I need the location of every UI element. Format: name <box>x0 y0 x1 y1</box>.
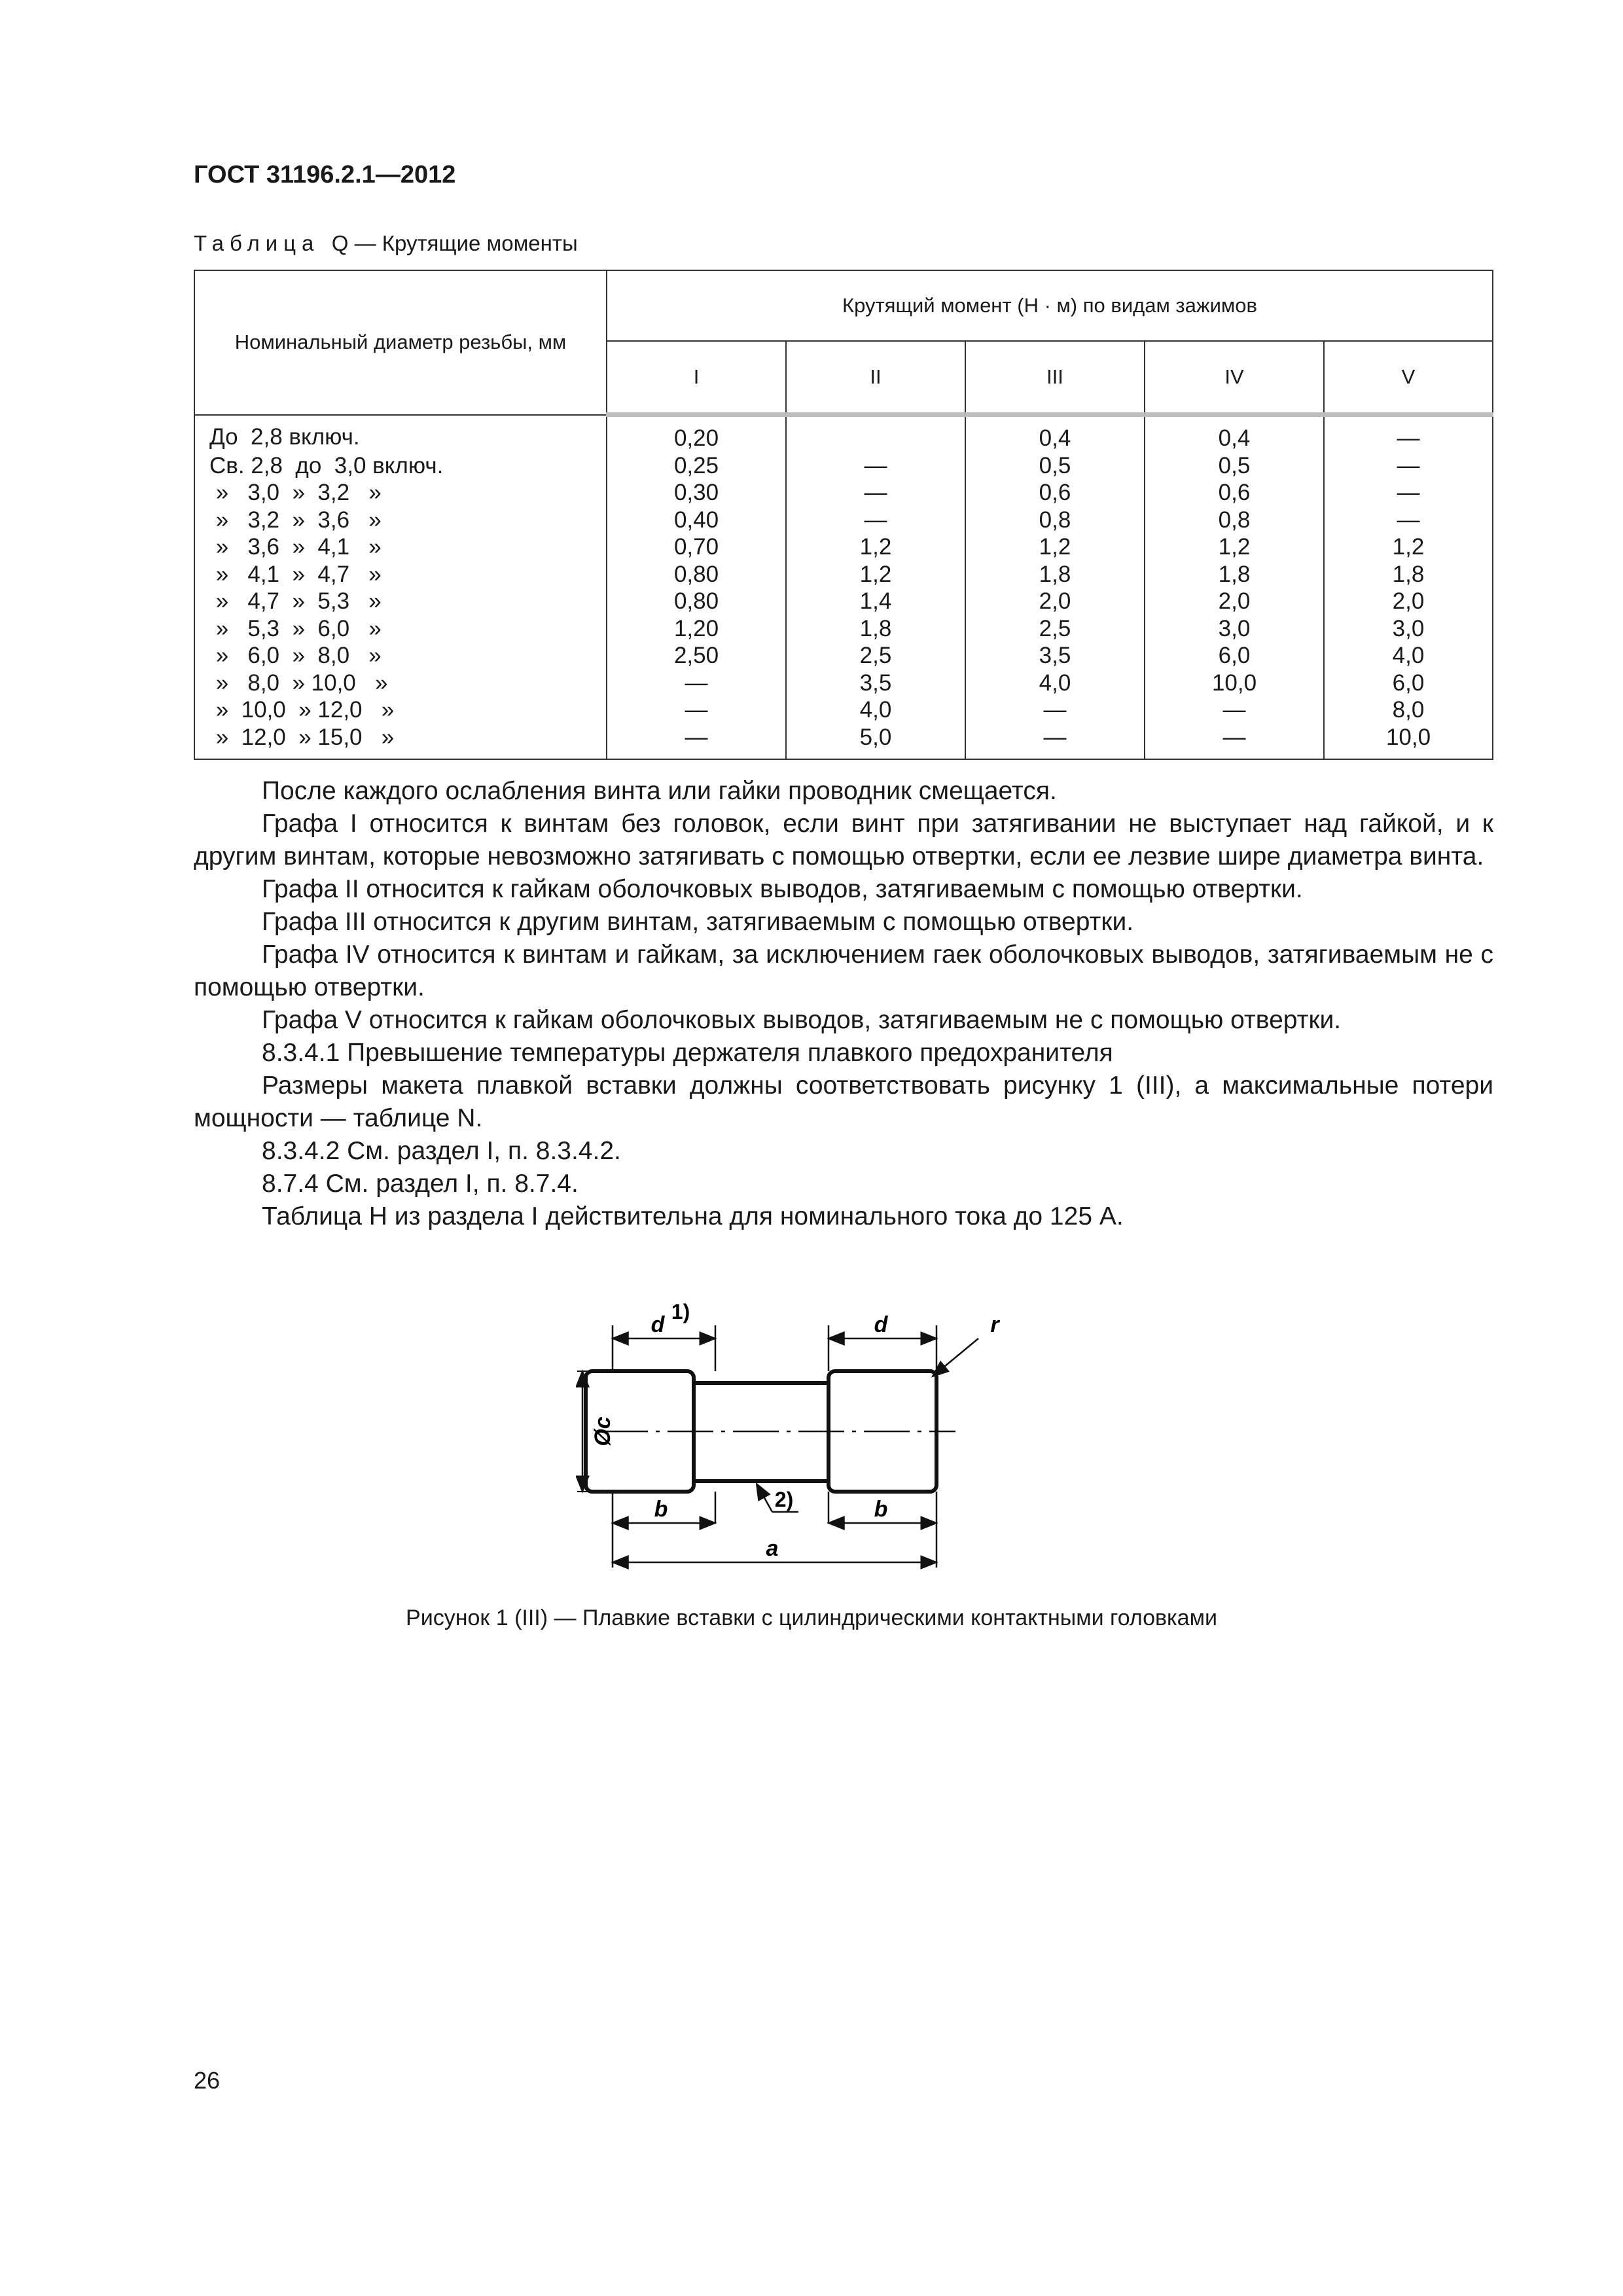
cell-torque-type-1: 0,80 <box>607 588 786 615</box>
table-row <box>194 670 1493 697</box>
cell-torque-type-3: 0,6 <box>965 479 1145 507</box>
cell-torque-type-4: — <box>1145 696 1324 724</box>
table-row <box>194 452 1493 480</box>
cell-torque-type-1: — <box>607 696 786 724</box>
cell-torque-type-5: — <box>1324 452 1493 480</box>
torque-table-body <box>194 415 1493 760</box>
cell-torque-type-3: 2,0 <box>965 588 1145 615</box>
section-heading: 8.3.4.1 Превышение температуры держателя плавкого предохранителя <box>262 1039 1113 1067</box>
cell-torque-type-2: 2,5 <box>786 642 965 670</box>
paragraph: Графа V относится к гайкам оболочковых выводов, затягиваемым не с помощью отвертки. <box>262 1006 1342 1034</box>
cell-torque-type-1: — <box>607 724 786 760</box>
cell-torque-type-1: 0,25 <box>607 452 786 480</box>
cell-diameter: » 8,0 » 10,0 » <box>194 670 607 697</box>
cell-torque-type-3: — <box>965 724 1145 760</box>
cell-torque-type-3: — <box>965 696 1145 724</box>
header-clamp-2: II <box>786 341 965 415</box>
dim-label-d-left: d <box>651 1312 665 1337</box>
dim-label-b-left: b <box>654 1497 668 1522</box>
cell-torque-type-1: — <box>607 670 786 697</box>
cell-torque-type-4: 0,4 <box>1145 415 1324 452</box>
dim-label-a: a <box>766 1536 779 1561</box>
cell-torque-type-2: 1,2 <box>786 533 965 561</box>
table-caption-word: Таблица <box>194 231 320 255</box>
header-torque: Крутящий момент (Н · м) по видам зажимов <box>607 270 1493 341</box>
table-caption <box>194 231 578 256</box>
cell-diameter: » 6,0 » 8,0 » <box>194 642 607 670</box>
cell-torque-type-5: — <box>1324 479 1493 507</box>
figure-caption: Рисунок 1 (III) — Плавкие вставки с цилиндрическими контактными головками <box>406 1605 1217 1630</box>
header-clamp-3: III <box>965 341 1145 415</box>
cell-torque-type-4: 0,6 <box>1145 479 1324 507</box>
cell-torque-type-2: 1,4 <box>786 588 965 615</box>
header-clamp-5: V <box>1324 341 1493 415</box>
cell-torque-type-3: 1,8 <box>965 561 1145 588</box>
cell-torque-type-2 <box>786 415 965 452</box>
body-text <box>194 775 1493 1233</box>
cell-torque-type-5: 6,0 <box>1324 670 1493 697</box>
cell-diameter: » 4,1 » 4,7 » <box>194 561 607 588</box>
table-row <box>194 724 1493 760</box>
cell-torque-type-1: 2,50 <box>607 642 786 670</box>
cell-diameter: Св. 2,8 до 3,0 включ. <box>194 452 607 480</box>
cell-torque-type-5: 1,2 <box>1324 533 1493 561</box>
cell-torque-type-4: 3,0 <box>1145 615 1324 643</box>
cell-torque-type-1: 0,20 <box>607 415 786 452</box>
paragraph: Графа IV относится к винтам и гайкам, за исключением гаек оболочковых выводов, затягиваемым не с помощью отвертки. <box>194 941 1493 1001</box>
cell-torque-type-2: 3,5 <box>786 670 965 697</box>
page-number: 26 <box>194 2067 221 2094</box>
footnote-2: 2) <box>774 1488 794 1511</box>
dim-label-b-right: b <box>874 1497 888 1522</box>
table-row <box>194 507 1493 534</box>
footnote-1: 1) <box>671 1300 690 1323</box>
cell-torque-type-1: 1,20 <box>607 615 786 643</box>
paragraph: Графа I относится к винтам без головок, если винт при затягивании не выступает над гайкой, и к другим винтам, которые невозможно затягивать с помощью отвертки, если ее лезвие шире диаметра винта. <box>194 810 1493 870</box>
table-row <box>194 479 1493 507</box>
cell-torque-type-1: 0,70 <box>607 533 786 561</box>
cell-torque-type-5: 3,0 <box>1324 615 1493 643</box>
cell-diameter: » 3,2 » 3,6 » <box>194 507 607 534</box>
paragraph: Таблица Н из раздела I действительна для номинального тока до 125 А. <box>262 1202 1124 1230</box>
dim-label-r: r <box>990 1312 999 1337</box>
cell-torque-type-4: — <box>1145 724 1324 760</box>
cell-torque-type-2: — <box>786 507 965 534</box>
cell-torque-type-1: 0,80 <box>607 561 786 588</box>
cell-torque-type-5: 1,8 <box>1324 561 1493 588</box>
paragraph: Графа II относится к гайкам оболочковых выводов, затягиваемым с помощью отвертки. <box>262 875 1303 903</box>
document-header: ГОСТ 31196.2.1—2012 <box>194 161 456 188</box>
dim-label-c: Øc <box>590 1416 615 1446</box>
paragraph: 8.7.4 См. раздел I, п. 8.7.4. <box>262 1170 579 1198</box>
header-clamp-1: I <box>607 341 786 415</box>
cell-diameter: » 12,0 » 15,0 » <box>194 724 607 760</box>
fuse-link-drawing <box>576 1280 1073 1594</box>
cell-torque-type-4: 10,0 <box>1145 670 1324 697</box>
cell-torque-type-5: 8,0 <box>1324 696 1493 724</box>
table-row <box>194 415 1493 452</box>
cell-torque-type-5: 4,0 <box>1324 642 1493 670</box>
table-row <box>194 561 1493 588</box>
cell-diameter: » 3,0 » 3,2 » <box>194 479 607 507</box>
cell-torque-type-4: 1,2 <box>1145 533 1324 561</box>
table-row <box>194 642 1493 670</box>
cell-diameter: » 10,0 » 12,0 » <box>194 696 607 724</box>
cell-torque-type-3: 3,5 <box>965 642 1145 670</box>
cell-diameter: » 3,6 » 4,1 » <box>194 533 607 561</box>
table-row <box>194 615 1493 643</box>
cell-torque-type-2: — <box>786 479 965 507</box>
cell-diameter: » 4,7 » 5,3 » <box>194 588 607 615</box>
cell-torque-type-5: — <box>1324 415 1493 452</box>
cell-torque-type-4: 6,0 <box>1145 642 1324 670</box>
cell-torque-type-2: 1,2 <box>786 561 965 588</box>
cell-torque-type-3: 4,0 <box>965 670 1145 697</box>
cell-torque-type-4: 2,0 <box>1145 588 1324 615</box>
table-caption-title: Q — Крутящие моменты <box>331 231 578 255</box>
header-clamp-4: IV <box>1145 341 1324 415</box>
paragraph: После каждого ослабления винта или гайки проводник смещается. <box>262 777 1057 805</box>
cell-torque-type-1: 0,40 <box>607 507 786 534</box>
header-diameter: Номинальный диаметр резьбы, мм <box>194 270 607 415</box>
torque-table <box>194 270 1493 760</box>
cell-torque-type-3: 0,8 <box>965 507 1145 534</box>
paragraph: 8.3.4.2 См. раздел I, п. 8.3.4.2. <box>262 1137 621 1165</box>
table-row <box>194 696 1493 724</box>
table-row <box>194 533 1493 561</box>
cell-torque-type-5: — <box>1324 507 1493 534</box>
cell-diameter: » 5,3 » 6,0 » <box>194 615 607 643</box>
cell-torque-type-2: 1,8 <box>786 615 965 643</box>
cell-torque-type-3: 1,2 <box>965 533 1145 561</box>
paragraph: Графа III относится к другим винтам, затягиваемым с помощью отвертки. <box>262 908 1134 936</box>
dim-label-d-right: d <box>874 1312 888 1337</box>
cell-diameter: До 2,8 включ. <box>194 415 607 452</box>
cell-torque-type-5: 2,0 <box>1324 588 1493 615</box>
paragraph: Размеры макета плавкой вставки должны соответствовать рисунку 1 (III), а максимальные потери мощности — таблице N. <box>194 1071 1493 1132</box>
cell-torque-type-4: 0,8 <box>1145 507 1324 534</box>
cell-torque-type-3: 0,4 <box>965 415 1145 452</box>
cell-torque-type-4: 0,5 <box>1145 452 1324 480</box>
table-row <box>194 588 1493 615</box>
cell-torque-type-3: 2,5 <box>965 615 1145 643</box>
cell-torque-type-3: 0,5 <box>965 452 1145 480</box>
cell-torque-type-2: 4,0 <box>786 696 965 724</box>
cell-torque-type-5: 10,0 <box>1324 724 1493 760</box>
cell-torque-type-4: 1,8 <box>1145 561 1324 588</box>
cell-torque-type-2: 5,0 <box>786 724 965 760</box>
cell-torque-type-1: 0,30 <box>607 479 786 507</box>
cell-torque-type-2: — <box>786 452 965 480</box>
